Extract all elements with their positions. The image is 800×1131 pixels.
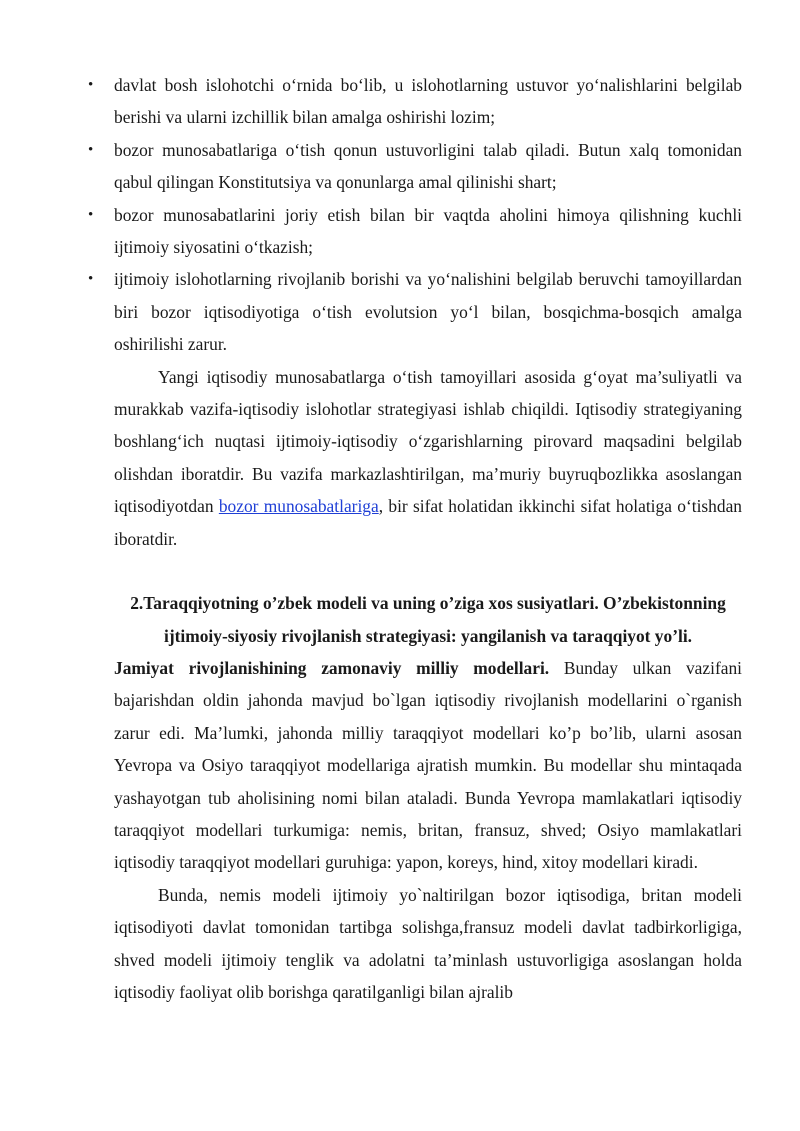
bullet-icon: • xyxy=(88,141,94,158)
list-item-text: bozor munosabatlarini joriy etish bilan bir vaqtda aholini himoya qilishning kuchli ijtimoiy siyosatini o‘tkazish; xyxy=(114,204,742,258)
list-item xyxy=(88,69,742,134)
paragraph xyxy=(114,361,742,555)
list-item xyxy=(88,134,742,199)
bullet-icon: • xyxy=(88,206,94,223)
section-heading xyxy=(114,587,742,652)
run-in-heading: Jamiyat rivojlanishining zamonaviy milliy modellari. xyxy=(114,657,550,678)
paragraph-text: Bunday ulkan vazifani bajarishdan oldin jahonda mavjud bo`lgan iqtisodiy rivojlanish modellarini o`rganish zarur edi. Ma’lumki, jahonda milliy taraqqiyot modellari ko’p bo’lib, ularni asosan Yevropa va Osiyo taraqqiyot modellariga ajratish mumkin. Bu modellar shu mintaqada yashayotgan tub aholisining nomi bilan ataladi. Bunda Yevropa mamlakatlari iqtisodiy taraqqiyot modellari turkumiga: nemis, britan, fransuz, shved; Osiyo mamlakatlari iqtisodiy taraqqiyot modellari guruhiga: yapon, koreys, hind, xitoy modellari kiradi. xyxy=(114,657,742,873)
list-item-text: davlat bosh islohotchi o‘rnida bo‘lib, u islohotlarning ustuvor yo‘nalishlarini belgilab berishi va ularni izchillik bilan amalga oshirishi lozim; xyxy=(114,75,742,128)
bullet-icon: • xyxy=(88,77,94,93)
list-item-text: bozor munosabatlariga o‘tish qonun ustuvorligini talab qiladi. Butun xalq tomonidan qabul qilingan Konstitutsiya va qonunlarga amal qilinishi shart; xyxy=(114,139,742,193)
bozor-munosabatlari-link[interactable]: bozor munosabatlariga xyxy=(218,496,379,517)
bullet-list xyxy=(88,69,742,361)
bullet-icon: • xyxy=(88,271,94,288)
list-item xyxy=(88,199,742,264)
heading-line: ijtimoiy-siyosiy rivojlanish strategiyasi: yangilanish va taraqqiyot yo’li. xyxy=(163,625,692,646)
paragraph xyxy=(114,652,742,879)
paragraph-text: Bunda, nemis modeli ijtimoiy yo`naltirilgan bozor iqtisodiga, britan modeli iqtisodiyoti davlat tomonidan tartibga solishga,fransuz modeli davlat tadbirkorligiga, shved modeli ijtimoiy tenglik va adolatni ta’minlash ustuvorligiga asoslangan holda iqtisodiy faoliyat olib borishga qaratilganligi bilan ajralib xyxy=(114,884,742,1002)
paragraph-text: Yangi iqtisodiy munosabatlarga o‘tish tamoyillari asosida g‘oyat ma’suliyatli va murakkab vazifa-iqtisodiy islohotlar strategiyasi ishlab chiqildi. Iqtisodiy strategiyaning boshlang‘ich nuqtasi ijtimoiy-iqtisodiy o‘zgarishlarning pirovard maqsadini belgilab olishdan iboratdir. Bu vazifa markazlashtirilgan, ma’muriy buyruqbozlikka asoslangan iqtisodiyotdan xyxy=(114,366,742,517)
list-item-text: ijtimoiy islohotlarning rivojlanib borishi va yo‘nalishini belgilab beruvchi tamoyillardan biri bozor iqtisodiyotiga o‘tish evolutsion yo‘l bilan, bosqichma-bosqich amalga oshirilishi zarur. xyxy=(114,269,742,355)
heading-line: 2.Taraqqiyotning o’zbek modeli va uning o’ziga xos susiyatlari. O’zbekistonning xyxy=(130,593,726,614)
list-item xyxy=(88,263,742,360)
paragraph xyxy=(114,879,742,1009)
paragraph-text: , bir sifat holatidan ikkinchi sifat holatiga o‘tishdan iboratdir. xyxy=(114,496,742,549)
